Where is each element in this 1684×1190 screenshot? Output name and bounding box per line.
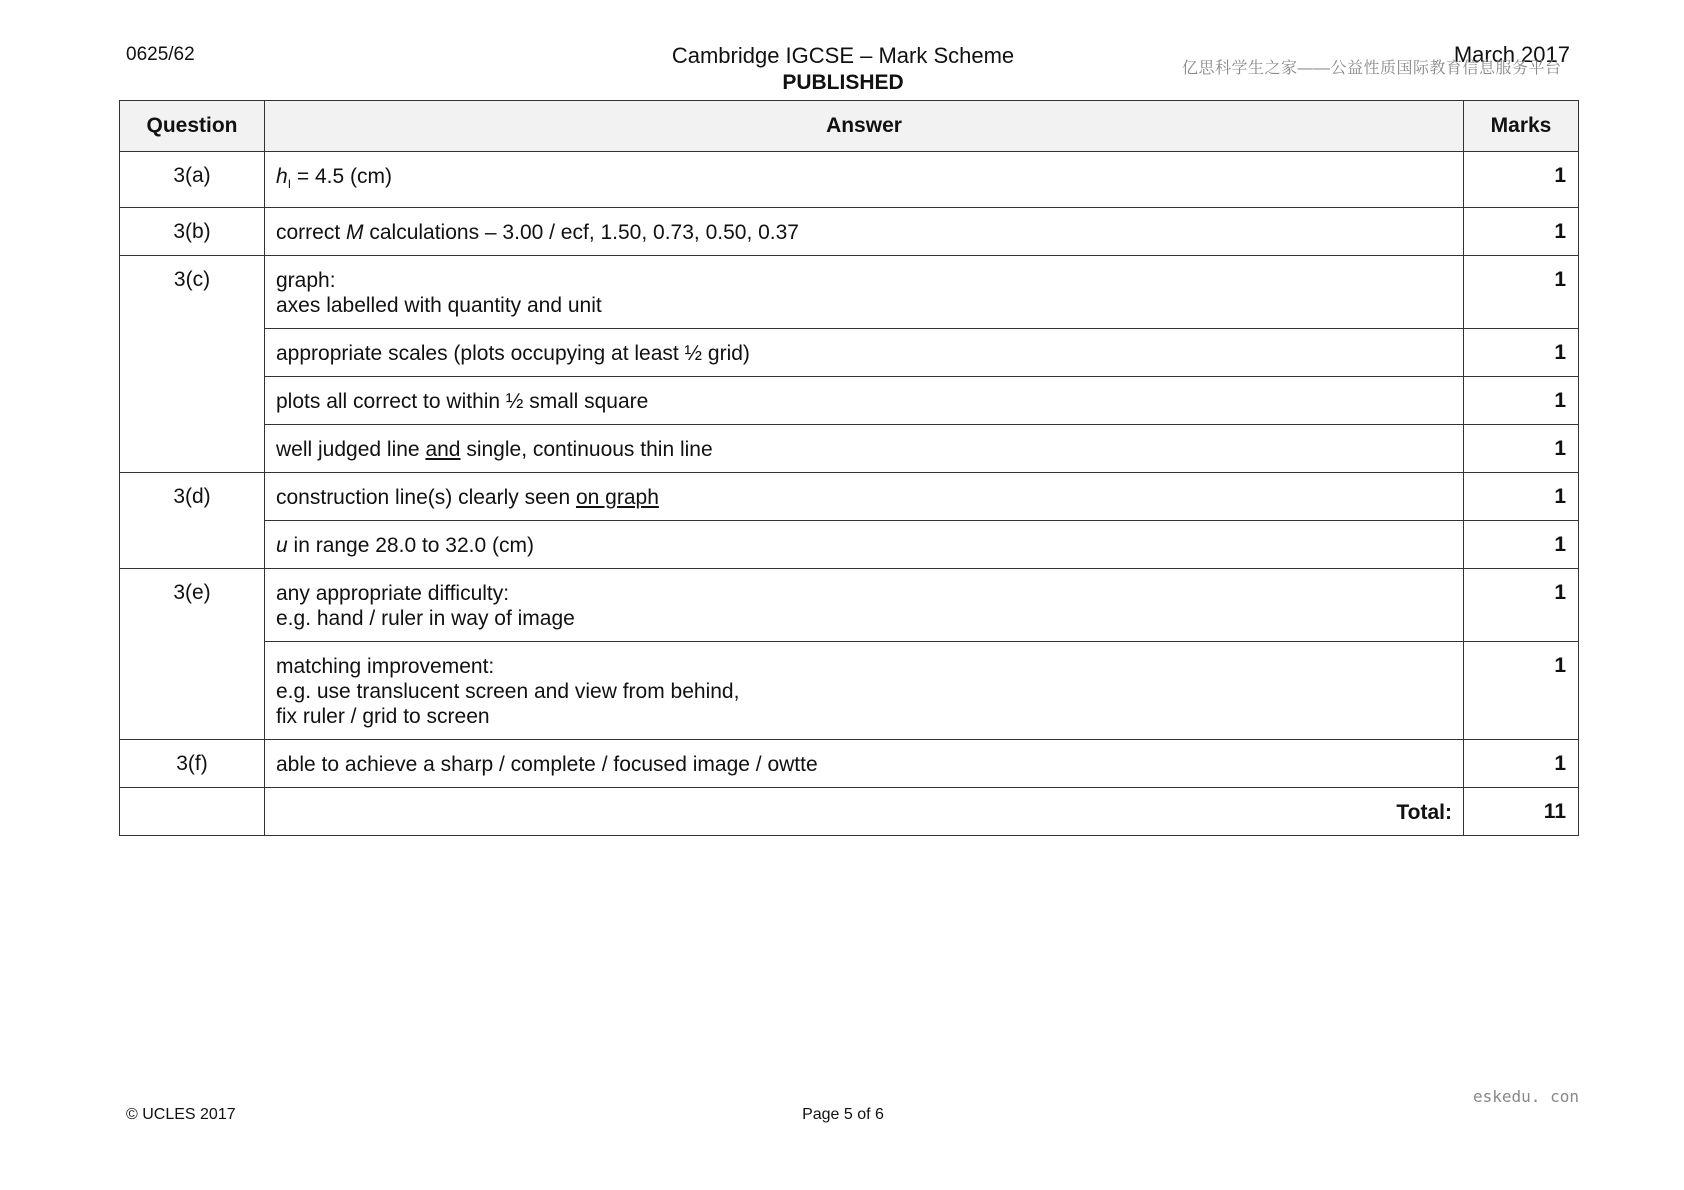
answer-line: fix ruler / grid to screen (276, 705, 490, 729)
answer-text: construction line(s) clearly seen (276, 486, 576, 510)
mark-scheme-table (119, 100, 1579, 836)
answer-line: matching improvement: (276, 655, 495, 679)
answer-text: h (276, 165, 288, 188)
answer-underlined: on graph (575, 486, 659, 510)
answer-text: = 4.5 (cm) (291, 165, 392, 188)
document-header (618, 42, 1068, 96)
answer-line: any appropriate difficulty: (276, 582, 510, 606)
answer-text: single, continuous thin line (460, 438, 713, 462)
exam-date: March 2017 (1453, 42, 1570, 67)
answer-cell (265, 152, 1464, 208)
question-cell: 3(d) (120, 473, 265, 569)
answer-cell (265, 425, 1464, 473)
page-number: Page 5 of 6 (802, 1106, 884, 1123)
marks-cell: 1 (1464, 329, 1579, 377)
answer-cell (265, 473, 1464, 521)
total-value: 11 (1464, 788, 1579, 836)
answer-line: axes labelled with quantity and unit (276, 294, 602, 318)
table-row (120, 377, 1579, 425)
marks-cell: 1 (1464, 152, 1579, 208)
question-cell: 3(e) (120, 569, 265, 740)
answer-cell (265, 208, 1464, 256)
answer-text: M (346, 221, 364, 245)
status-label: PUBLISHED (782, 71, 904, 94)
marks-cell: 1 (1464, 377, 1579, 425)
answer-text: in range 28.0 to 32.0 (cm) (287, 534, 534, 558)
total-question-cell (120, 788, 265, 836)
answer-text: correct (276, 221, 347, 245)
table-row (120, 425, 1579, 473)
answer-line: e.g. hand / ruler in way of image (276, 607, 575, 631)
header-marks: Marks (1464, 101, 1579, 152)
answer-line: graph: (276, 269, 336, 293)
watermark-site: eskedu. con (1473, 1087, 1579, 1106)
answer-line: e.g. use translucent screen and view from behind, (276, 680, 740, 704)
total-row (120, 788, 1579, 836)
answer-cell (265, 256, 1464, 329)
marks-cell: 1 (1464, 569, 1579, 642)
answer-cell (265, 569, 1464, 642)
answer-text: calculations – 3.00 / ecf, 1.50, 0.73, 0.50, 0.37 (363, 221, 799, 245)
answer-text: u (276, 534, 288, 558)
document-title: Cambridge IGCSE – Mark Scheme (671, 43, 1015, 68)
table-row (120, 569, 1579, 642)
answer-subscript: I (287, 177, 292, 192)
marks-cell: 1 (1464, 425, 1579, 473)
table-row (120, 740, 1579, 788)
table-row (120, 642, 1579, 740)
marks-cell: 1 (1464, 208, 1579, 256)
total-label: Total: (265, 788, 1464, 836)
question-cell: 3(a) (120, 152, 265, 208)
question-cell: 3(b) (120, 208, 265, 256)
answer-cell: appropriate scales (plots occupying at least ½ grid) (265, 329, 1464, 377)
table-row (120, 256, 1579, 329)
paper-code: 0625/62 (126, 44, 195, 65)
table-row (120, 473, 1579, 521)
question-cell: 3(f) (120, 740, 265, 788)
question-cell: 3(c) (120, 256, 265, 473)
answer-text: well judged line (276, 438, 426, 462)
marks-cell: 1 (1464, 642, 1579, 740)
marks-cell: 1 (1464, 740, 1579, 788)
marks-cell: 1 (1464, 256, 1579, 329)
table-row (120, 521, 1579, 569)
answer-cell (265, 642, 1464, 740)
answer-cell: plots all correct to within ½ small square (265, 377, 1464, 425)
table-row (120, 208, 1579, 256)
header-answer: Answer (265, 101, 1464, 152)
answer-cell: able to achieve a sharp / complete / focused image / owtte (265, 740, 1464, 788)
table-row (120, 329, 1579, 377)
answer-cell (265, 521, 1464, 569)
table-header-row (120, 101, 1579, 152)
answer-underlined: and (425, 438, 461, 462)
header-question: Question (120, 101, 265, 152)
watermark-chinese: 亿思科学生之家——公益性质国际教育信息服务平台 (1182, 60, 1562, 77)
marks-cell: 1 (1464, 473, 1579, 521)
copyright: © UCLES 2017 (126, 1106, 236, 1123)
table-row (120, 152, 1579, 208)
marks-cell: 1 (1464, 521, 1579, 569)
